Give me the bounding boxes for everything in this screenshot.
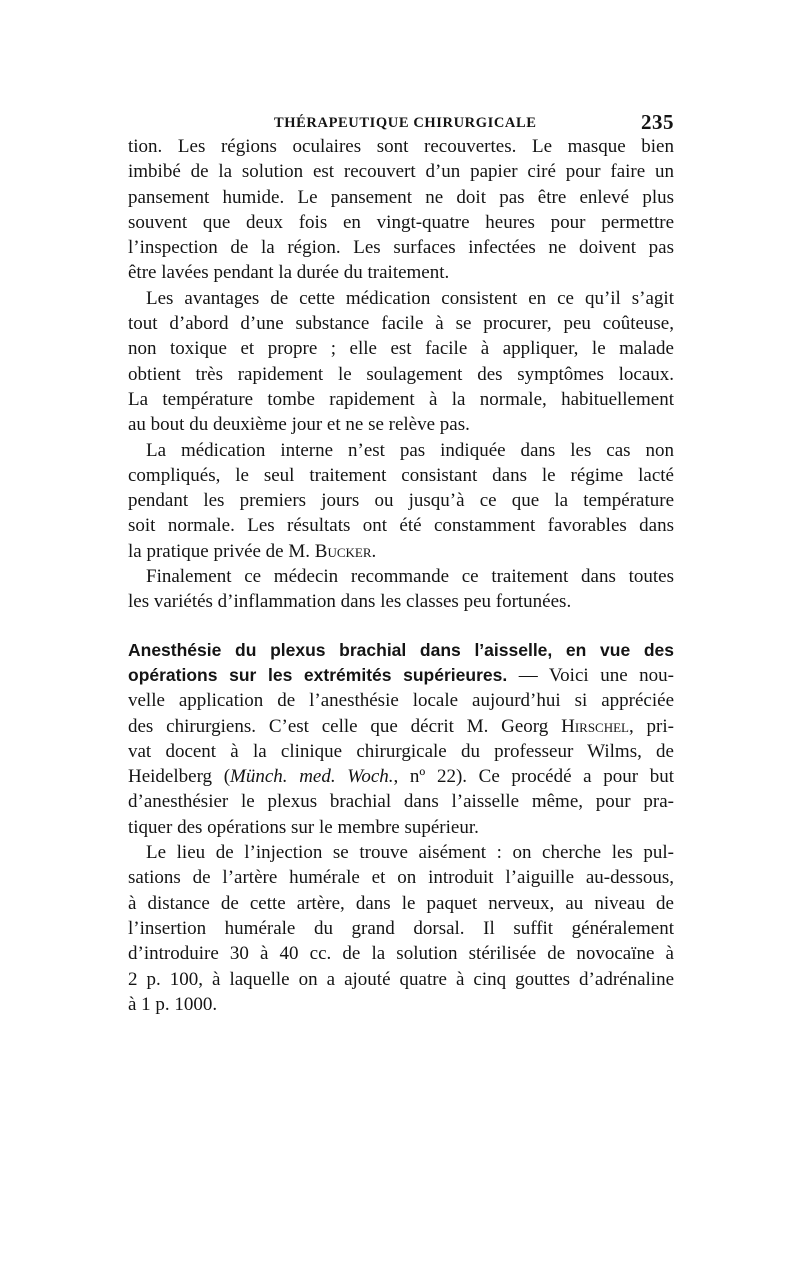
running-title: THÉRAPEUTIQUE CHIRURGICALE [274,115,537,131]
paragraph-injection-site [128,840,674,1017]
body-text [128,134,674,1017]
text-line: pansement humide. Le pansement ne doit pas être enlevé plus [128,186,674,208]
text-line: l’insertion humérale du grand dorsal. Il suffit généralement [128,917,674,939]
text-line: velle application de l’anesthésie locale aujourd’hui si appréciée [128,690,674,712]
text-line: La température tombe rapidement à la normale, habituellement [128,388,674,410]
page-number: 235 [641,110,674,134]
paragraph-conclusion [128,564,674,615]
book-page [128,96,674,1017]
punctuation: . [371,540,377,562]
paragraph-continuation [128,134,674,286]
text-line [128,714,674,739]
text-line: Finalement ce médecin recommande ce traitement dans toutes [146,566,674,588]
text-line: à 1 p. 1000. [128,993,218,1015]
text-line: être lavées pendant la durée du traitement. [128,262,450,284]
text-line: tion. Les régions oculaires sont recouvertes. Le masque bien [128,136,674,157]
text-line: non toxique et propre ; elle est facile à appliquer, le malade [128,338,674,360]
text-line: souvent que deux fois en vingt-quatre heures pour permettre [128,211,674,233]
paragraph-advantages [128,286,674,438]
text-fragment: , pri- [629,715,674,737]
text-line: imbibé de la solution est recouvert d’un papier ciré pour faire un [128,161,674,183]
text-line: sations de l’artère humérale et on introduit l’aiguille au-dessous, [128,867,674,889]
section-heading-continued: opérations sur les extrémités supérieures. [128,664,508,685]
text-fragment: des chirurgiens. C’est celle que décrit M. Georg [128,715,562,737]
text-line: Les avantages de cette médication consistent en ce qu’il s’agit [146,287,674,309]
running-header [128,96,674,134]
text-line: vat docent à la clinique chirurgicale du professeur Wilms, de [128,740,674,762]
section-heading: Anesthésie du plexus brachial dans l’aisselle, en vue des [128,639,674,660]
text-line: 2 p. 100, à laquelle on a ajouté quatre à cinq gouttes d’adrénaline [128,968,674,990]
text-line: l’inspection de la région. Les surfaces infectées ne doivent pas [128,237,674,259]
section-spacer [128,615,674,638]
text-line [128,764,674,789]
text-fragment: la pratique privée de M. [128,540,311,562]
text-fragment: Heidelberg ( [128,766,231,788]
text-line: d’introduire 30 à 40 cc. de la solution stérilisée de novocaïne à [128,943,674,965]
text-line [128,539,674,564]
text-line [128,663,674,688]
author-name: Bucker [314,540,372,562]
text-fragment: — Voici une nou- [507,664,674,686]
text-line: Le lieu de l’injection se trouve aisément : on cherche les pul- [146,842,674,864]
text-line: tout d’abord d’une substance facile à se procurer, peu coûteuse, [128,313,674,335]
text-line: soit normale. Les résultats ont été constamment favorables dans [128,515,674,537]
journal-title: Münch. med. Woch. [230,766,394,788]
text-fragment: , nº 22). Ce procédé a pour but [393,766,675,788]
text-line: compliqués, le seul traitement consistant dans le régime lacté [128,464,674,486]
author-name: Hirschel [561,715,629,737]
text-line: d’anesthésier le plexus brachial dans l’aisselle même, pour pra- [128,791,674,813]
text-line: à distance de cette artère, dans le paquet nerveux, au niveau de [128,892,674,914]
text-line: les variétés d’inflammation dans les classes peu fortunées. [128,591,572,613]
text-line: tiquer des opérations sur le membre supérieur. [128,816,479,838]
paragraph-internal-medication [128,438,674,564]
text-line: obtient très rapidement le soulagement des symptômes locaux. [128,363,674,385]
text-line: pendant les premiers jours ou jusqu’à ce que la température [128,490,674,512]
section-anesthesia [128,638,674,840]
text-line: La médication interne n’est pas indiquée dans les cas non [146,439,674,461]
text-line: au bout du deuxième jour et ne se relève pas. [128,414,470,436]
